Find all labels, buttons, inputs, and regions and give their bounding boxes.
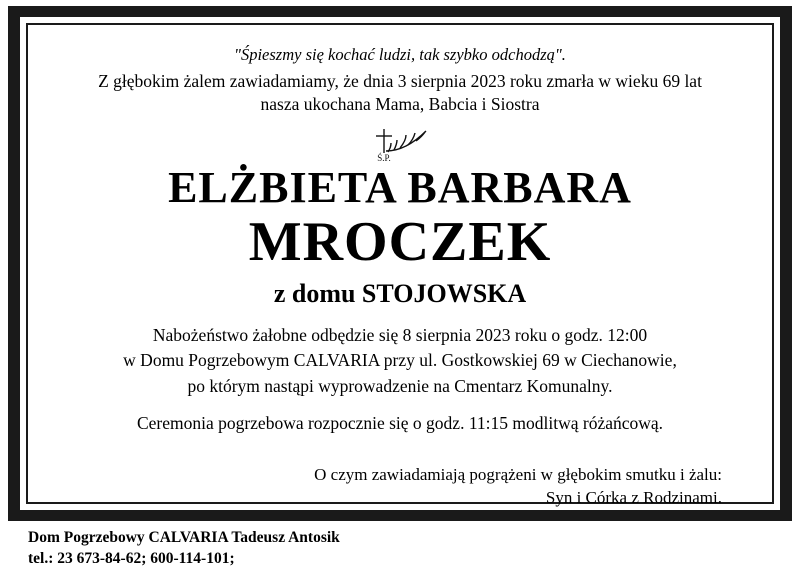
- service-details: [50, 323, 750, 399]
- intro-line-1: Z głębokim żalem zawiadamiamy, że dnia 3 sierpnia 2023 roku zmarła w wieku 69 lat: [98, 70, 702, 91]
- deceased-maiden-name: z domu STOJOWSKA: [273, 278, 527, 308]
- closing-line-1: O czym zawiadamiają pogrążeni w głębokim smutku i żalu:: [314, 464, 722, 484]
- service-line-3: po którym nastąpi wyprowadzenie na Cmentarz Komunalny.: [187, 375, 613, 396]
- emblem-label-text: Ś.P.: [377, 152, 391, 163]
- deceased-first-names: ELŻBIETA BARBARA: [168, 162, 632, 212]
- inner-white-margin: [20, 17, 780, 510]
- deceased-surname: MROCZEK: [248, 211, 552, 274]
- notice-content: [28, 25, 772, 508]
- funeral-home-footer: [28, 528, 768, 570]
- funeral-home-name: Dom Pogrzebowy CALVARIA Tadeusz Antosik: [28, 529, 340, 546]
- motto-quote: "Śpieszmy się kochać ludzi, tak szybko odchodzą".: [234, 45, 566, 64]
- closing-line-2: Syn i Córka z Rodzinami.: [545, 488, 722, 508]
- inner-border-rule: [26, 23, 774, 508]
- intro-line-2: nasza ukochana Mama, Babcia i Siostra: [260, 94, 540, 115]
- service-line-2: w Domu Pogrzebowym CALVARIA przy ul. Gostkowskiej 69 w Ciechanowie,: [123, 350, 677, 371]
- cross-palm-emblem: [50, 123, 750, 163]
- funeral-home-phone: tel.: 23 673-84-62; 600-114-101;: [28, 549, 235, 567]
- outer-border-frame: [8, 6, 792, 521]
- family-signature: [50, 463, 750, 511]
- announcement-intro: [50, 70, 750, 117]
- ceremony-details: Ceremonia pogrzebowa rozpocznie się o godz. 11:15 modlitwą różańcową.: [136, 413, 664, 434]
- service-line-1: Nabożeństwo żałobne odbędzie się 8 sierpnia 2023 roku o godz. 12:00: [152, 325, 648, 346]
